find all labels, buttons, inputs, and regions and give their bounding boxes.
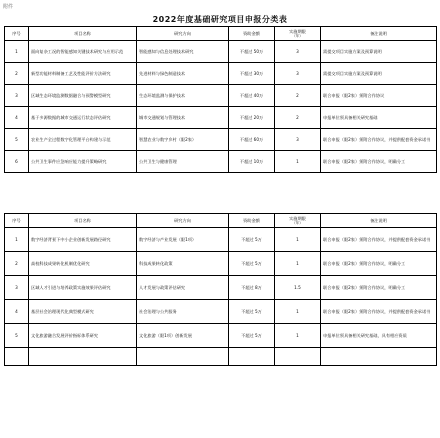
cell-name: 高校科技成果转化机制优化研究 (29, 252, 137, 276)
cell-amount: 不超过 5万 (229, 252, 275, 276)
cell-field: 先进材料与绿色制造技术 (137, 63, 229, 85)
cell-no: 3 (5, 276, 29, 300)
table-row (5, 107, 437, 129)
cell-period: 2 (275, 107, 321, 129)
corner-mark: 附件 (3, 4, 14, 10)
cell-remark: 联合申报（限2家）须附合作协议，明确分工 (321, 252, 437, 276)
cell-period: 3 (275, 129, 321, 151)
cell-period: 1 (275, 252, 321, 276)
header-remark: 备注说明 (321, 27, 437, 41)
cell-name: 基于多源数据的城市交通运行状态评估研究 (29, 107, 137, 129)
header-amount: 资助金额 (229, 214, 275, 228)
cell-period: 3 (275, 41, 321, 63)
header-period (275, 214, 321, 228)
cell-field: 生态环境监测与保护技术 (137, 85, 229, 107)
cell-remark: 需提交项目实施方案及预算说明 (321, 41, 437, 63)
cell-amount: 不超过 40万 (229, 85, 275, 107)
header-row (5, 27, 437, 41)
cell-no: 4 (5, 107, 29, 129)
header-period-main: 实施期限 (289, 216, 306, 221)
cell-no: 1 (5, 41, 29, 63)
header-name: 项目名称 (29, 27, 137, 41)
cell-amount: 不超过 20万 (229, 107, 275, 129)
cell-name: 公共卫生事件应急响应能力提升策略研究 (29, 151, 137, 173)
cell-field: 智能感知与信息处理技术研究 (137, 41, 229, 63)
cell-name: 农业生产全过程数字化管理平台构建与示范 (29, 129, 137, 151)
empty-cell (29, 348, 137, 366)
empty-cell (275, 348, 321, 366)
page-title: 2022年度基础研究项目申报分类表 (152, 15, 288, 24)
cell-no: 3 (5, 85, 29, 107)
header-period-unit: （年） (292, 221, 303, 225)
header-amount: 资助金额 (229, 27, 275, 41)
table-row (5, 276, 437, 300)
cell-period: 1.5 (275, 276, 321, 300)
cell-name: 基层社会治理现代化典型模式研究 (29, 300, 137, 324)
cell-field: 数字经济与产业发展（限1项） (137, 228, 229, 252)
project-table-1 (4, 26, 437, 173)
cell-remark: 联合申报（限2家）须附合作协议，并提供配套资金承诺书 (321, 129, 437, 151)
cell-remark: 申报单位须具备相关研究基础 (321, 107, 437, 129)
header-period-main: 实施期限 (289, 29, 306, 34)
empty-cell (321, 348, 437, 366)
cell-name: 数字经济背景下中小企业创新发展路径研究 (29, 228, 137, 252)
header-name: 项目名称 (29, 214, 137, 228)
header-remark: 备注说明 (321, 214, 437, 228)
cell-name: 区域人才引进与培养政策实施效果评估研究 (29, 276, 137, 300)
cell-period: 1 (275, 324, 321, 348)
cell-name: 面向复杂工况的智能感知关键技术研究与应用示范 (29, 41, 137, 63)
cell-period: 1 (275, 151, 321, 173)
table-row (5, 252, 437, 276)
cell-period: 3 (275, 63, 321, 85)
table-row (5, 41, 437, 63)
cell-name: 区域生态环境监测数据融合与预警模型研究 (29, 85, 137, 107)
cell-no: 6 (5, 151, 29, 173)
empty-cell (5, 348, 29, 366)
cell-amount: 不超过 50万 (229, 41, 275, 63)
cell-remark: 联合申报（限2家）须附合作协议，明确分工 (321, 276, 437, 300)
cell-field: 人才发展与政策评估研究 (137, 276, 229, 300)
header-no: 序号 (5, 27, 29, 41)
cell-no: 2 (5, 63, 29, 85)
cell-field: 文化旅游（限1项）创新发展 (137, 324, 229, 348)
cell-field: 智慧农业与数字乡村（限2家） (137, 129, 229, 151)
cell-no: 5 (5, 129, 29, 151)
cell-amount: 不超过 5万 (229, 324, 275, 348)
cell-no: 4 (5, 300, 29, 324)
project-table-2 (4, 213, 437, 366)
table-row (5, 300, 437, 324)
table-row (5, 228, 437, 252)
cell-no: 1 (5, 228, 29, 252)
cell-amount: 不超过 30万 (229, 63, 275, 85)
cell-remark: 申报单位须具备相关研究基础，具有相应资质 (321, 324, 437, 348)
cell-field: 公共卫生与健康管理 (137, 151, 229, 173)
empty-cell (137, 348, 229, 366)
cell-amount: 不超过 8万 (229, 276, 275, 300)
cell-period: 1 (275, 300, 321, 324)
header-field: 研究方向 (137, 214, 229, 228)
cell-name: 文化旅游融合发展评价指标体系研究 (29, 324, 137, 348)
cell-remark: 联合申报（限2家）须附合作协议，并提供配套资金承诺书 (321, 228, 437, 252)
cell-remark: 联合申报（限2家）须附合作协议 (321, 85, 437, 107)
cell-amount: 不超过 10万 (229, 151, 275, 173)
cell-amount: 不超过 60万 (229, 129, 275, 151)
cell-period: 2 (275, 85, 321, 107)
table-row (5, 324, 437, 348)
cell-field: 城市交通规划与管理技术 (137, 107, 229, 129)
cell-remark: 需提交项目实施方案及预算说明 (321, 63, 437, 85)
cell-remark: 联合申报（限2家）须附合作协议，明确分工 (321, 151, 437, 173)
table-row (5, 63, 437, 85)
cell-remark: 联合申报（限2家）须附合作协议，并提供配套资金承诺书 (321, 300, 437, 324)
cell-field: 社会治理与公共服务 (137, 300, 229, 324)
cell-no: 5 (5, 324, 29, 348)
header-no: 序号 (5, 214, 29, 228)
table-row (5, 151, 437, 173)
header-period-unit: （年） (292, 34, 303, 38)
cell-field: 科技成果转化政策 (137, 252, 229, 276)
table-row (5, 85, 437, 107)
cell-amount: 不超过 5万 (229, 300, 275, 324)
table-row (5, 129, 437, 151)
empty-row (5, 348, 437, 366)
cell-name: 新型功能材料制备工艺及性能评价方法研究 (29, 63, 137, 85)
empty-cell (229, 348, 275, 366)
header-period (275, 27, 321, 41)
header-field: 研究方向 (137, 27, 229, 41)
cell-amount: 不超过 5万 (229, 228, 275, 252)
cell-no: 2 (5, 252, 29, 276)
header-row (5, 214, 437, 228)
cell-period: 1 (275, 228, 321, 252)
